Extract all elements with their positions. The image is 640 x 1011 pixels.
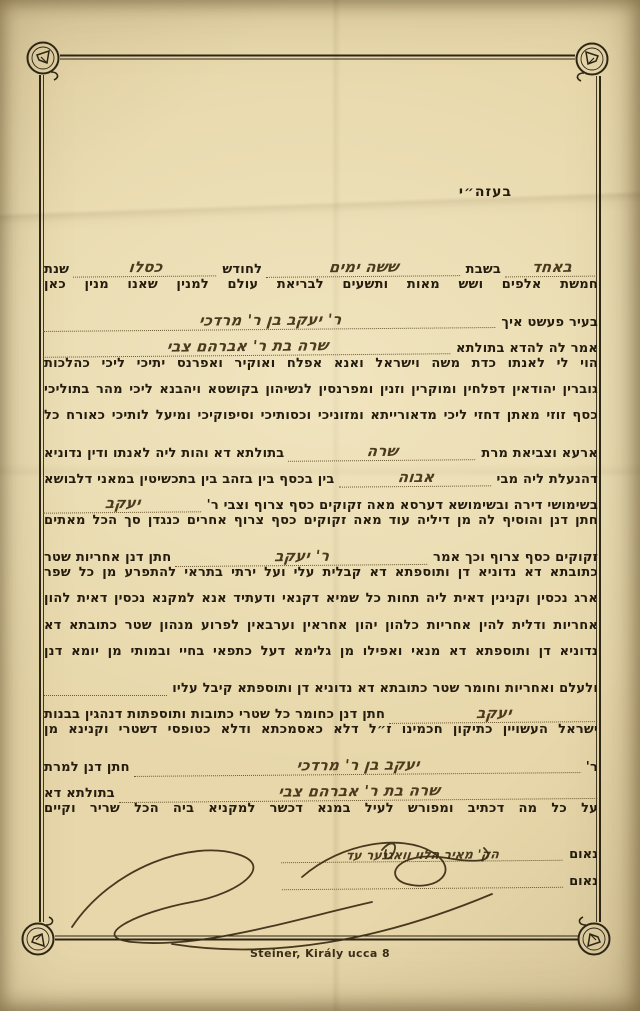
printer-imprint: Steiner, Király ucca 8 <box>249 947 390 960</box>
witness-signature-text: הק' מאיר הלוי וואגנער עד <box>281 846 564 863</box>
handwritten-text: שרה <box>288 443 477 461</box>
printed-text: דהנעלת ליה מבי <box>496 471 598 487</box>
printed-text: שנת <box>44 262 70 278</box>
printed-text: חתן דנן למרת <box>44 759 130 775</box>
witness-label: נאום <box>569 846 598 862</box>
printed-text: ארעא וצביאת מרת <box>481 445 598 461</box>
contract-line: ארג נכסין וקנינין דאית ליה תחות כל שמיא דקנאי ודעתיד אנא למקנא נכסין דאית להון <box>44 591 598 607</box>
contract-line: ישראל העשויין כתיקון חכמינו ז״ל דלא כאסמכתא ודלא כטופסי דשטרי וקנינא מן <box>44 722 598 738</box>
contract-line: הוי לי לאנתו כדת משה וישראל ואנא אפלח ואוקיר ואפרנס יתיכי ליכי כהלכות <box>44 355 598 371</box>
handwritten-text: שרה בת ר' אברהם צבי <box>43 337 452 357</box>
contract-line <box>44 775 598 801</box>
witness-line <box>282 862 598 890</box>
handwritten-text: ששה ימים <box>266 260 462 278</box>
contract-line: כסף זוזי מאתן דחזי ליכי מדאורייתא ומזוניכי וכסותיכי וסיפוקיכי ומיעל לותיכי כאורח כל <box>44 408 598 424</box>
blank-line <box>44 695 167 696</box>
printed-text: בתולתא דא והות ליה לאנתו ודין נדוניא <box>44 445 285 461</box>
contract-line <box>44 461 598 487</box>
contract-line: גוברין יהודאין דפלחין ומוקרין וזנין ומפרנסין לנשיהון בקושטא ויהבנא ליכי מהר בתוליכי <box>44 381 598 397</box>
contract-line: נדוניא דן ותוספתא דא מנאי ואפילו מן גלימא דעל כתפאי בחיי ובמותי מן יומא דנן <box>44 643 598 659</box>
witness-signature-text <box>282 887 563 890</box>
handwritten-text: באחד <box>505 260 599 278</box>
printed-text: ר' <box>585 759 598 775</box>
handwritten-text: יעקב בן ר' מרדכי <box>134 756 582 777</box>
printed-text: חתן דנן כחומר כל שטרי כתובות ותוספתות דנהגין בבנות <box>44 707 386 723</box>
handwritten-text: כסלו <box>73 260 218 278</box>
header-blessing: בעזה״י <box>458 184 512 200</box>
contract-line: חמשת אלפים ושש מאות ותשעים לבריאת עולם למנין שאנו מנין כאן <box>44 277 598 293</box>
witness-signatures <box>282 834 598 889</box>
handwritten-text: ר' יעקב <box>175 547 429 566</box>
contract-line <box>44 749 598 775</box>
witness-line <box>282 834 598 862</box>
printed-text: חתן דנן אחריות שטר <box>44 550 172 566</box>
handwritten-text: ר' יעקב בן ר' מרדכי <box>43 311 498 332</box>
contract-lines <box>44 251 598 827</box>
printed-text: אמר לה להדא בתולתא <box>455 340 598 356</box>
printed-text: בשימושי דירה ובשימושא דערסא מאה זקוקים כסף צרוף וצבי ר' <box>206 497 598 513</box>
printed-text: בין בכסף בין בזהב בין בתכשיטין במאני דלבושא <box>44 471 335 487</box>
contract-text <box>44 251 598 889</box>
printed-text: ולעלם ואחריות וחומר שטר כתובתא דא נדוניא דן ותוספתא קיבל עליו <box>172 681 598 697</box>
contract-line <box>44 303 598 329</box>
contract-line <box>44 251 598 277</box>
contract-line: כתובתא דא נדוניא דן ותוספתא דא קבלית עלי ועל ירתי בתראי להתפרע מן כל שפר <box>44 565 598 581</box>
printed-text: בשבת <box>465 262 502 278</box>
printed-text: בעיר פעשט איך <box>501 314 598 330</box>
printed-text: לחודש <box>222 262 263 278</box>
handwritten-text: שרה בת ר' אברהם צבי <box>119 782 599 803</box>
witness-label: נאום <box>569 874 598 890</box>
contract-line: על כל מה דכתיב ומפורש לעיל במנא דכשר למקניא ביה הכל שריר וקיים <box>44 800 598 816</box>
printed-text: זקוקים כסף צרוף וכך אמר <box>433 550 598 566</box>
contract-line <box>44 696 598 722</box>
printed-text: בתולתא דא <box>44 785 115 801</box>
contract-line <box>44 487 598 513</box>
handwritten-text: יעקב <box>389 705 599 724</box>
contract-line: אחריות ודלית להין אחריות כלהון יהון אחראין וערבאין לפרוע מנהון שטר כתובתא דא <box>44 617 598 633</box>
contract-line <box>44 434 598 460</box>
handwritten-text: יעקב <box>43 495 203 513</box>
contract-line: חתן דנן והוסיף לה מן דיליה עוד מאה זקוקים כסף צרוף אחרים כנגדן סך הכל מאתים <box>44 512 598 528</box>
contract-line <box>44 670 598 696</box>
contract-line <box>44 330 598 356</box>
contract-line <box>44 539 598 565</box>
handwritten-text: אבוה <box>339 469 493 487</box>
